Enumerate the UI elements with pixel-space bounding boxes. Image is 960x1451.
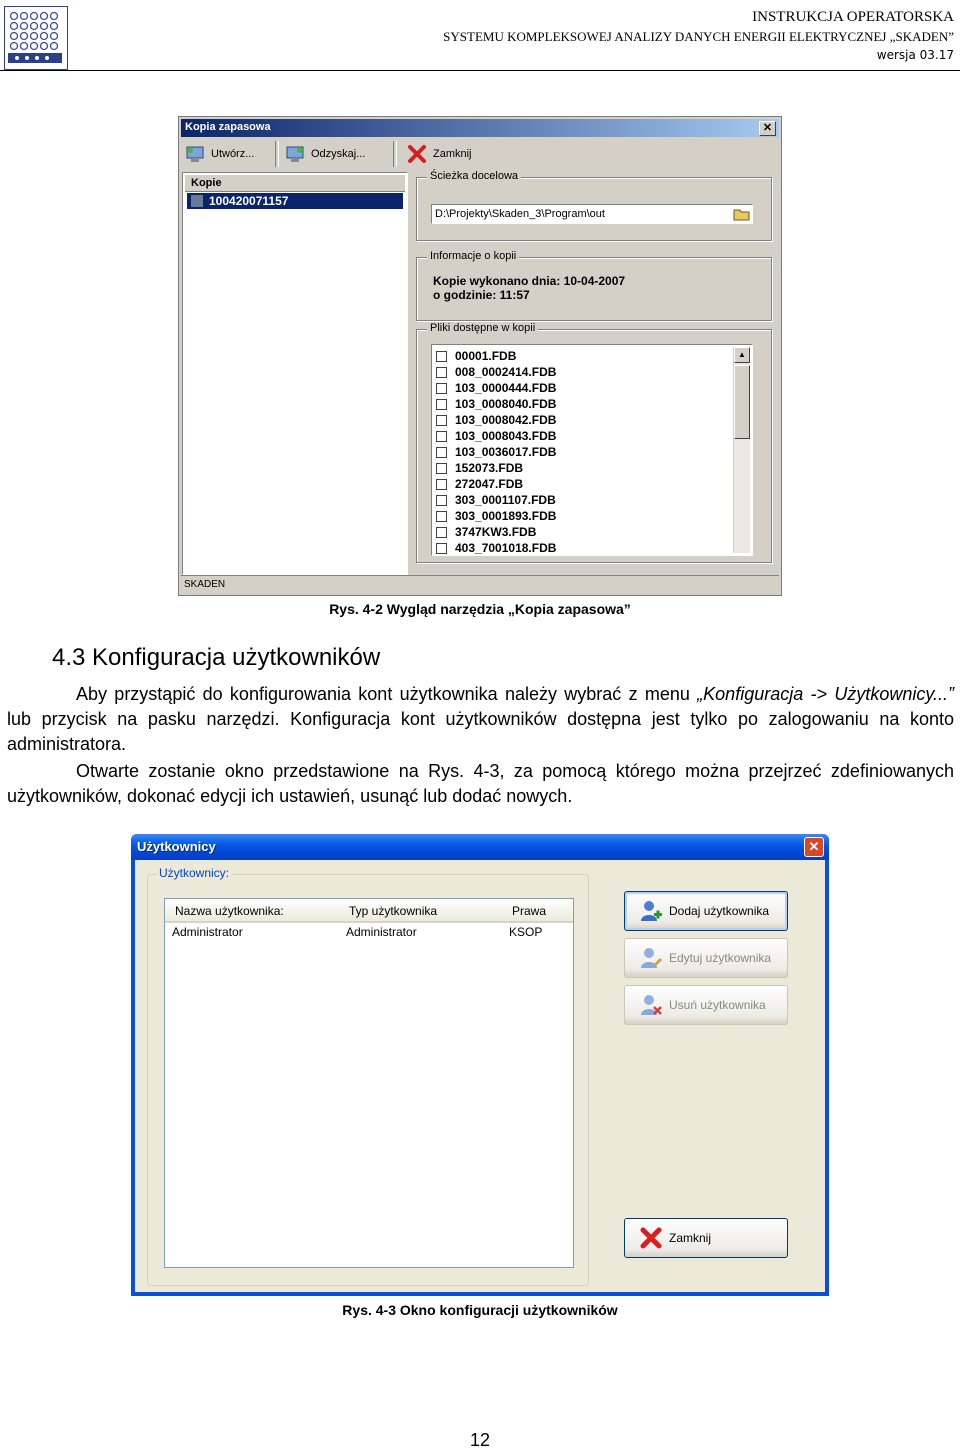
figure-caption-2: Rys. 4-3 Okno konfiguracji użytkowników bbox=[342, 1302, 618, 1318]
paragraph-2: Otwarte zostanie okno przedstawione na Rys. 4-3, za pomocą którego można przejrzeć zdefiniowanych użytkowników, dokonać edycji ich ustawień, usunąć lub dodać nowych. bbox=[7, 761, 954, 806]
checkbox[interactable] bbox=[436, 415, 447, 426]
target-path-label: Ścieżka docelowa bbox=[427, 170, 521, 182]
close-button[interactable]: Zamknij bbox=[624, 1218, 788, 1258]
restore-backup-button[interactable] bbox=[285, 141, 365, 167]
users-list-header bbox=[165, 899, 573, 923]
close-icon[interactable]: ✕ bbox=[759, 121, 776, 136]
restore-label: Odzyskaj... bbox=[311, 148, 366, 160]
folder-open-icon[interactable] bbox=[733, 206, 751, 222]
close-label: Zamknij bbox=[433, 148, 472, 160]
copy-info-group bbox=[416, 250, 772, 321]
close-window-button[interactable] bbox=[407, 141, 472, 167]
page-number: 12 bbox=[469, 1430, 491, 1450]
files-list[interactable] bbox=[431, 344, 753, 556]
computer-icon bbox=[185, 145, 205, 163]
checkbox[interactable] bbox=[436, 511, 447, 522]
user-add-icon bbox=[639, 899, 663, 923]
checkbox[interactable] bbox=[436, 383, 447, 394]
file-item[interactable]: 103_0008042.FDB bbox=[436, 412, 556, 428]
scroll-thumb[interactable] bbox=[734, 365, 750, 439]
user-delete-icon bbox=[639, 993, 663, 1017]
target-path-input[interactable]: D:\Projekty\Skaden_3\Program\out bbox=[431, 204, 753, 224]
toolbar-separator bbox=[275, 141, 279, 167]
column-rights[interactable]: Prawa bbox=[512, 904, 547, 918]
header-title: INSTRUKCJA OPERATORSKA bbox=[752, 9, 954, 25]
files-scrollbar[interactable] bbox=[733, 347, 750, 553]
checkbox[interactable] bbox=[436, 479, 447, 490]
computer-restore-icon bbox=[285, 145, 305, 163]
file-item[interactable]: 103_0000444.FDB bbox=[436, 380, 556, 396]
column-user-type[interactable]: Typ użytkownika bbox=[349, 904, 438, 918]
files-label: Pliki dostępne w kopii bbox=[427, 322, 538, 334]
add-user-button[interactable]: Dodaj użytkownika bbox=[624, 891, 788, 931]
copy-time: o godzinie: 11:57 bbox=[433, 288, 530, 302]
figure-caption-1: Rys. 4-2 Wygląd narzędzia „Kopia zapasowa” bbox=[329, 601, 631, 617]
checkbox[interactable] bbox=[436, 463, 447, 474]
file-item[interactable]: 303_0001107.FDB bbox=[436, 492, 556, 508]
edit-user-button[interactable]: Edytuj użytkownika bbox=[624, 938, 788, 978]
file-item[interactable]: 103_0008043.FDB bbox=[436, 428, 556, 444]
file-item[interactable]: 103_0036017.FDB bbox=[436, 444, 556, 460]
checkbox[interactable] bbox=[436, 351, 447, 362]
scroll-up-arrow-icon[interactable]: ▲ bbox=[734, 347, 750, 363]
header-version: wersja 03.17 bbox=[876, 48, 954, 62]
user-edit-icon bbox=[639, 946, 663, 970]
file-item[interactable]: 152073.FDB bbox=[436, 460, 523, 476]
file-item[interactable]: 272047.FDB bbox=[436, 476, 523, 492]
paragraph-1: Aby przystąpić do konfigurowania kont użytkownika należy wybrać z menu „Konfiguracja -> Użytkownicy...” lub przycisk na pasku narzędzi. Konfiguracja kont użytkowników dostępna jest tylko po zalogowaniu na konto administratora. bbox=[7, 684, 954, 754]
section-heading: 4.3 Konfiguracja użytkowników bbox=[52, 644, 381, 671]
skaden-logo bbox=[4, 6, 68, 70]
copies-list[interactable] bbox=[182, 172, 408, 575]
copies-header: Kopie bbox=[185, 175, 405, 192]
database-icon bbox=[191, 195, 203, 207]
red-x-icon bbox=[639, 1226, 663, 1250]
checkbox[interactable] bbox=[436, 367, 447, 378]
header-rule bbox=[0, 70, 960, 71]
create-backup-button[interactable] bbox=[185, 141, 254, 167]
files-group bbox=[416, 322, 772, 563]
checkbox[interactable] bbox=[436, 543, 447, 554]
backup-window bbox=[178, 116, 782, 596]
file-item[interactable]: 3747KW3.FDB bbox=[436, 524, 536, 540]
copy-date: Kopie wykonano dnia: 10-04-2007 bbox=[433, 274, 626, 288]
checkbox[interactable] bbox=[436, 527, 447, 538]
close-icon[interactable]: ✕ bbox=[804, 837, 824, 857]
file-item[interactable]: 403_7001018.FDB bbox=[436, 540, 556, 556]
red-x-icon bbox=[407, 145, 427, 163]
users-titlebar bbox=[131, 834, 829, 860]
delete-user-button[interactable]: Usuń użytkownika bbox=[624, 985, 788, 1025]
status-bar: SKADEN bbox=[181, 575, 779, 593]
file-item[interactable]: 00001.FDB bbox=[436, 348, 516, 364]
copy-item[interactable]: 100420071157 bbox=[187, 193, 403, 209]
users-window-body bbox=[135, 860, 825, 1292]
header-subtitle: SYSTEMU KOMPLEKSOWEJ ANALIZY DANYCH ENERGII ELEKTRYCZNEJ „SKADEN” bbox=[443, 29, 954, 44]
users-list[interactable]: Nazwa użytkownika: Typ użytkownika Prawa Administrator Administrator KSOP bbox=[164, 898, 574, 1268]
target-path-group bbox=[416, 170, 772, 241]
users-window-title: Użytkownicy bbox=[137, 839, 216, 854]
users-group bbox=[147, 866, 589, 1286]
file-item[interactable]: 303_0001893.FDB bbox=[436, 508, 556, 524]
copy-info-label: Informacje o kopii bbox=[427, 250, 519, 262]
menu-path: „Konfiguracja -> Użytkownicy...” bbox=[697, 684, 954, 704]
users-window bbox=[131, 834, 829, 1296]
checkbox[interactable] bbox=[436, 399, 447, 410]
users-group-label: Użytkownicy: bbox=[156, 866, 232, 880]
checkbox[interactable] bbox=[436, 495, 447, 506]
create-label: Utwórz... bbox=[211, 148, 255, 160]
backup-window-title: Kopia zapasowa bbox=[185, 121, 271, 133]
checkbox[interactable] bbox=[436, 447, 447, 458]
toolbar-separator bbox=[393, 141, 397, 167]
column-username[interactable]: Nazwa użytkownika: bbox=[175, 904, 284, 918]
file-item[interactable]: 103_0008040.FDB bbox=[436, 396, 556, 412]
backup-titlebar bbox=[181, 119, 779, 137]
file-item[interactable]: 008_0002414.FDB bbox=[436, 364, 556, 380]
checkbox[interactable] bbox=[436, 431, 447, 442]
